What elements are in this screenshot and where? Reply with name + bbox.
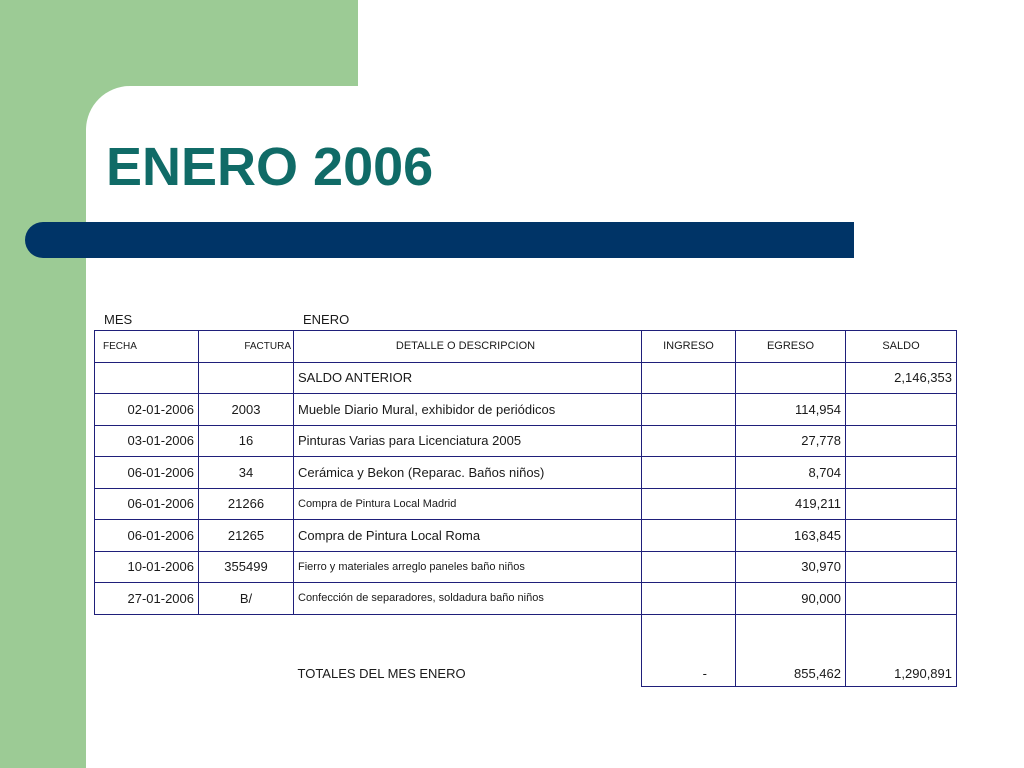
header-factura: FACTURA xyxy=(199,331,294,363)
cell-saldo xyxy=(846,425,957,457)
table-row xyxy=(95,457,957,489)
cell-detalle: Cerámica y Bekon (Reparac. Baños niños) xyxy=(294,457,642,489)
cell-ingreso xyxy=(642,583,736,615)
cell-ingreso xyxy=(642,457,736,489)
cell-factura: 21266 xyxy=(199,488,294,520)
cell-saldo xyxy=(846,394,957,426)
cell-fecha: 10-01-2006 xyxy=(95,551,199,583)
cell-fecha: 06-01-2006 xyxy=(95,520,199,552)
totals-ingreso: - xyxy=(642,614,736,686)
cell-detalle: Fierro y materiales arreglo paneles baño niños xyxy=(294,551,642,583)
cell-ingreso xyxy=(642,394,736,426)
cell-fecha: 06-01-2006 xyxy=(95,457,199,489)
totals-saldo: 1,290,891 xyxy=(846,614,957,686)
cell-detalle: Pinturas Varias para Licenciatura 2005 xyxy=(294,425,642,457)
saldo-anterior-row xyxy=(95,362,957,394)
cell-factura: 21265 xyxy=(199,520,294,552)
saldo-anterior-label: SALDO ANTERIOR xyxy=(294,362,642,394)
header-detalle: DETALLE O DESCRIPCION xyxy=(294,331,642,363)
header-saldo: SALDO xyxy=(846,331,957,363)
cell-egreso xyxy=(736,362,846,394)
cell-ingreso xyxy=(642,551,736,583)
header-fecha: FECHA xyxy=(95,331,199,363)
cell-saldo xyxy=(846,488,957,520)
totals-row xyxy=(95,614,957,686)
cell-fecha: 06-01-2006 xyxy=(95,488,199,520)
cell-factura: 2003 xyxy=(199,394,294,426)
cell-fecha: 27-01-2006 xyxy=(95,583,199,615)
table-row xyxy=(95,583,957,615)
title-underline-bar xyxy=(25,222,854,258)
cell-ingreso xyxy=(642,520,736,552)
cell-ingreso xyxy=(642,425,736,457)
cell-saldo xyxy=(846,551,957,583)
cell-factura xyxy=(199,614,294,686)
table-row xyxy=(95,488,957,520)
mes-label: MES xyxy=(104,312,133,327)
table-row xyxy=(95,551,957,583)
cell-factura: B/ xyxy=(199,583,294,615)
cell-detalle: Mueble Diario Mural, exhibidor de periódicos xyxy=(294,394,642,426)
cell-egreso: 419,211 xyxy=(736,488,846,520)
cell-ingreso xyxy=(642,362,736,394)
cell-fecha xyxy=(95,362,199,394)
cell-ingreso xyxy=(642,488,736,520)
cell-detalle: Compra de Pintura Local Madrid xyxy=(294,488,642,520)
cell-factura: 34 xyxy=(199,457,294,489)
cell-detalle: Confección de separadores, soldadura baño niños xyxy=(294,583,642,615)
cell-egreso: 30,970 xyxy=(736,551,846,583)
header-egreso: EGRESO xyxy=(736,331,846,363)
header-ingreso: INGRESO xyxy=(642,331,736,363)
cell-fecha: 03-01-2006 xyxy=(95,425,199,457)
cell-saldo xyxy=(846,583,957,615)
ledger-table xyxy=(94,330,957,687)
cell-detalle: Compra de Pintura Local Roma xyxy=(294,520,642,552)
totals-label: TOTALES DEL MES ENERO xyxy=(294,614,642,686)
cell-egreso: 8,704 xyxy=(736,457,846,489)
table-row xyxy=(95,425,957,457)
cell-fecha xyxy=(95,614,199,686)
table-header-row xyxy=(95,331,957,363)
table-row xyxy=(95,394,957,426)
mes-value: ENERO xyxy=(303,312,350,327)
table-row xyxy=(95,520,957,552)
cell-saldo xyxy=(846,520,957,552)
saldo-anterior-value: 2,146,353 xyxy=(846,362,957,394)
cell-egreso: 163,845 xyxy=(736,520,846,552)
cell-factura: 16 xyxy=(199,425,294,457)
page-title: ENERO 2006 xyxy=(106,137,434,197)
cell-factura: 355499 xyxy=(199,551,294,583)
cell-egreso: 27,778 xyxy=(736,425,846,457)
totals-egreso: 855,462 xyxy=(736,614,846,686)
cell-fecha: 02-01-2006 xyxy=(95,394,199,426)
cell-factura xyxy=(199,362,294,394)
cell-egreso: 114,954 xyxy=(736,394,846,426)
cell-saldo xyxy=(846,457,957,489)
cell-egreso: 90,000 xyxy=(736,583,846,615)
